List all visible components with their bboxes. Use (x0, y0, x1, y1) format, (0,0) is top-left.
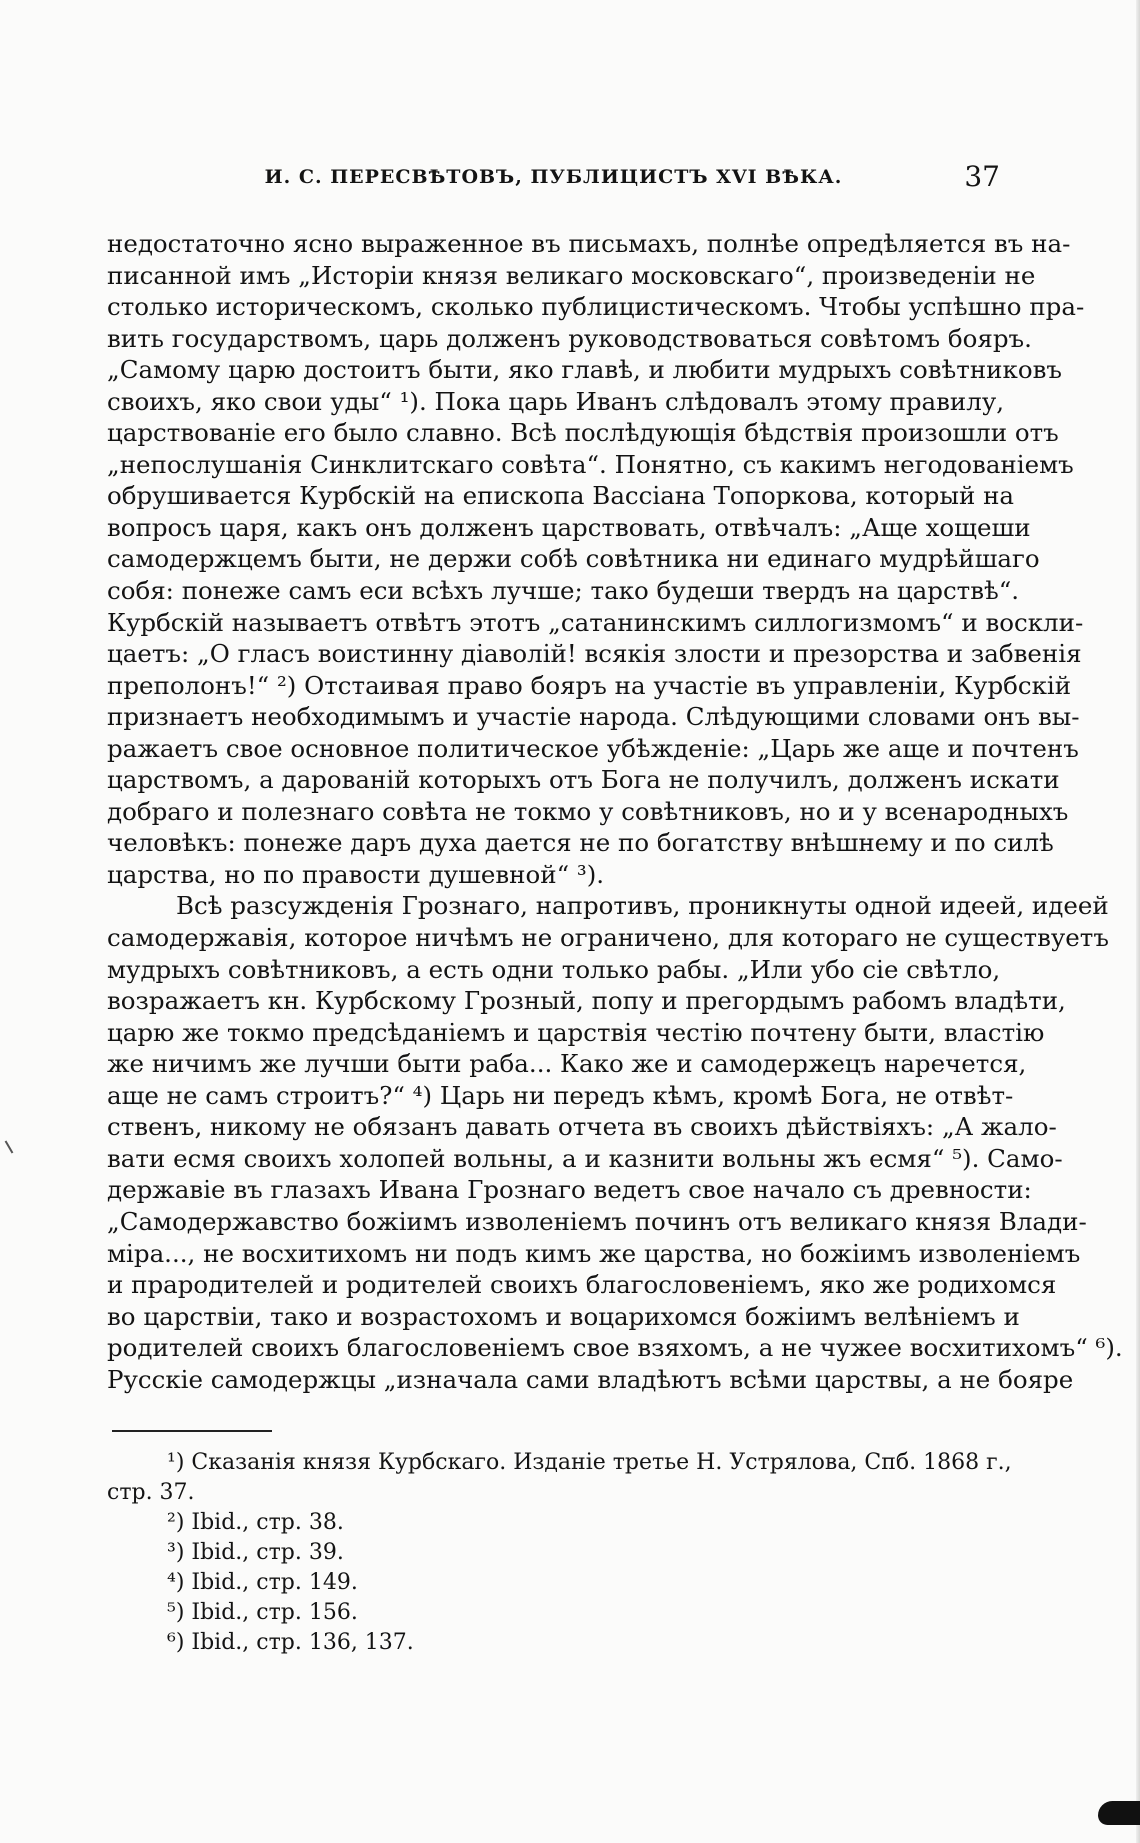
footnote-5: ⁵) Ibid., стр. 156. (167, 1600, 358, 1625)
text-line: вить государствомъ, царь долженъ руководствоваться совѣтомъ бояръ. (107, 323, 1032, 353)
text-line: царствованіе его было славно. Всѣ послѣдующія бѣдствія произошли отъ (107, 418, 1059, 448)
page-number: 37 (964, 160, 1000, 193)
main-text (107, 228, 1123, 1395)
text-line: царствомъ, а дарованій которыхъ отъ Бога не получилъ, долженъ искати (107, 765, 1060, 795)
text-line: и прародителей и родителей своихъ благословеніемъ, яко же родихомся (107, 1270, 1057, 1300)
footnote-1-continuation: стр. 37. (107, 1480, 195, 1505)
text-line: возражаетъ кн. Курбскому Грозный, попу и прегордымъ рабомъ владѣти, (107, 986, 1066, 1016)
text-line: мудрыхъ совѣтниковъ, а есть одни только рабы. „Или убо сіе свѣтло, (107, 954, 1001, 984)
footnotes (107, 1448, 1012, 1658)
text-line: Курбскій называетъ отвѣтъ этотъ „сатанинскимъ силлогизмомъ“ и воскли- (107, 607, 1084, 637)
text-line: „Самому царю достоитъ быти, яко главѣ, и любити мудрыхъ совѣтниковъ (107, 355, 1062, 385)
text-line: вати есмя своихъ холопей вольны, а и казнити вольны жъ есмя“ ⁵). Само- (107, 1143, 1063, 1173)
footnote-4: ⁴) Ibid., стр. 149. (167, 1570, 358, 1595)
text-line: человѣкъ: понеже даръ духа дается не по богатству внѣшнему и по силѣ (107, 828, 1054, 858)
text-line: державіе въ глазахъ Ивана Грознаго ведетъ свое начало съ древности: (107, 1175, 1032, 1205)
running-head: И. С. ПЕРЕСВѢТОВЪ, ПУБЛИЦИСТЪ XVI ВѢКА. (264, 166, 843, 188)
text-line: міра..., не восхитихомъ ни подъ кимъ же царства, но божіимъ изволеніемъ (107, 1238, 1081, 1268)
text-line: столько историческомъ, сколько публицистическомъ. Чтобы успѣшно пра- (107, 292, 1085, 322)
footnote-1: ¹) Сказанія князя Курбскаго. Изданіе третье Н. Устрялова, Спб. 1868 г., (167, 1450, 1012, 1475)
text-line: вопросъ царя, какъ онъ долженъ царствовать, отвѣчалъ: „Аще хощеши (107, 512, 1031, 542)
footnote-6: ⁶) Ibid., стр. 136, 137. (167, 1630, 414, 1655)
text-line: писанной имъ „Исторіи князя великаго московскаго“, произведеніи не (107, 260, 1036, 290)
footnote-2: ²) Ibid., стр. 38. (167, 1510, 344, 1535)
text-line: „Самодержавство божіимъ изволеніемъ починъ отъ великаго князя Влади- (107, 1206, 1087, 1236)
paragraph-start-line: Всѣ разсужденія Грознаго, напротивъ, проникнуты одной идеей, идеей (176, 891, 1109, 921)
text-line: ражаетъ свое основное политическое убѣжденіе: „Царь же аще и почтенъ (107, 733, 1079, 763)
corner-ink-smudge (1098, 1801, 1140, 1825)
text-line: самодержавія, которое ничѣмъ не ограничено, для котораго не существуетъ (107, 923, 1109, 953)
text-line: преполонъ!“ ²) Отстаивая право бояръ на участіе въ управленіи, Курбскій (107, 670, 1072, 700)
margin-mark (5, 1140, 14, 1153)
footnote-3: ³) Ibid., стр. 39. (167, 1540, 344, 1565)
page-header (107, 160, 1000, 200)
text-line: добраго и полезнаго совѣта не токмо у совѣтниковъ, но и у всенародныхъ (107, 796, 1069, 826)
text-line: обрушивается Курбскій на епископа Вассіана Топоркова, который на (107, 481, 1015, 511)
text-line: родителей своихъ благословеніемъ свое взяхомъ, а не чужее восхитихомъ“ ⁶). (107, 1333, 1123, 1363)
page-edge-shadow (1136, 0, 1140, 1843)
footnote-separator (112, 1430, 272, 1432)
text-line: самодержцемъ быти, не держи собѣ совѣтника ни единаго мудрѣйшаго (107, 544, 1040, 574)
paragraph-end-line: царства, но по правости душевной“ ³). (107, 859, 605, 889)
text-line: цаетъ: „О гласъ воистинну діаволій! всякія злости и презорства и забвенія (107, 639, 1082, 669)
text-line: царю же токмо предсѣданіемъ и царствія честію почтену быти, властію (107, 1017, 1045, 1047)
text-line: Русскіе самодержцы „изначала сами владѣютъ всѣми царствы, а не бояре (107, 1364, 1074, 1394)
text-line: аще не самъ строитъ?“ ⁴) Царь ни передъ кѣмъ, кромѣ Бога, не отвѣт- (107, 1080, 1014, 1110)
text-line: недостаточно ясно выраженное въ письмахъ, полнѣе опредѣляется въ на- (107, 229, 1071, 258)
text-line: ственъ, никому не обязанъ давать отчета въ своихъ дѣйствіяхъ: „А жало- (107, 1112, 1057, 1142)
text-line: „непослушанія Синклитскаго совѣта“. Понятно, съ какимъ негодованіемъ (107, 449, 1074, 479)
text-line: своихъ, яко свои уды“ ¹). Пока царь Иванъ слѣдовалъ этому правилу, (107, 386, 1005, 416)
text-line: признаетъ необходимымъ и участіе народа. Слѣдующими словами онъ вы- (107, 702, 1080, 732)
text-line: собя: понеже самъ еси всѣхъ лучше; тако будеши твердъ на царствѣ“. (107, 576, 1020, 606)
text-line: же ничимъ же лучши быти раба... Како же и самодержецъ наречется, (107, 1049, 1027, 1079)
text-line: во царствіи, тако и возрастохомъ и воцарихомся божіимъ велѣніемъ и (107, 1301, 1020, 1331)
